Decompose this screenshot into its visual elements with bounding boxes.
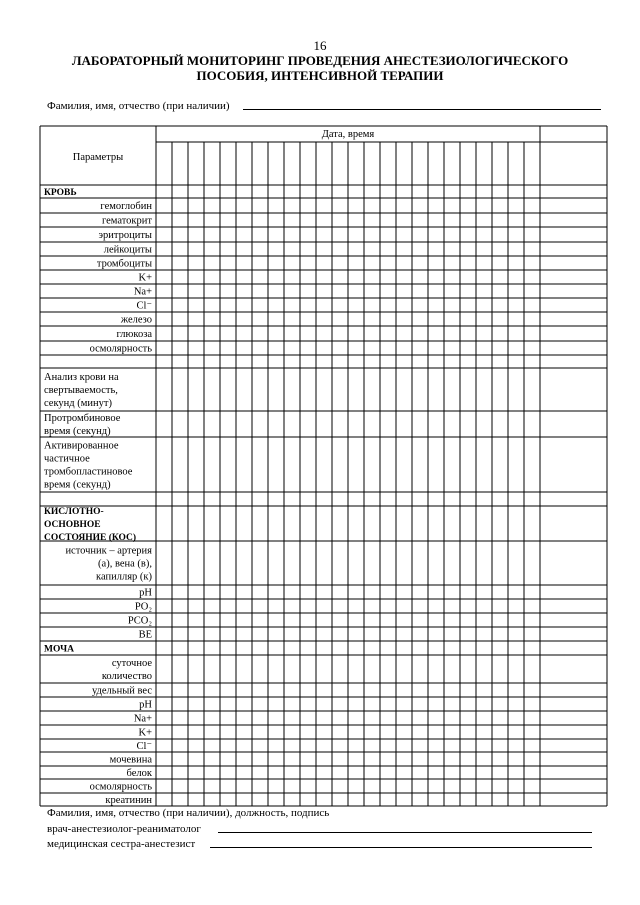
signature-label: Фамилия, имя, отчество (при наличии), должность, подпись — [47, 807, 330, 819]
param-label: Анализ крови на — [44, 372, 119, 383]
section-heading: СОСТОЯНИЕ (КОС) — [44, 533, 137, 543]
param-label: PCO₂ — [127, 615, 152, 627]
param-label: капилляр (к) — [96, 571, 152, 583]
param-label: время (секунд) — [44, 479, 111, 491]
param-label: тромбоциты — [96, 258, 152, 270]
nurse-label: медицинская сестра-анестезист — [47, 838, 196, 850]
param-label: K+ — [138, 727, 152, 739]
param-label: свертываемость, — [44, 385, 118, 396]
section-heading: КРОВЬ — [44, 188, 77, 198]
param-label: суточное — [111, 658, 152, 669]
param-label: эритроциты — [98, 230, 152, 241]
param-label: белок — [126, 768, 152, 779]
title-line-2: ПОСОБИЯ, ИНТЕНСИВНОЙ ТЕРАПИИ — [196, 68, 444, 83]
param-label: осмолярность — [89, 343, 152, 355]
param-label: PO₂ — [134, 601, 152, 613]
param-label: креатинин — [105, 795, 152, 806]
nurse-signature-field[interactable] — [210, 847, 592, 848]
param-label: удельный вес — [91, 685, 152, 697]
page-number: 16 — [313, 38, 327, 53]
param-label: гемоглобин — [100, 201, 152, 212]
param-label: осмолярность — [89, 781, 152, 793]
title-line-1: ЛАБОРАТОРНЫЙ МОНИТОРИНГ ПРОВЕДЕНИЯ АНЕСТЕЗИОЛОГИЧЕСКОГО — [71, 53, 569, 68]
param-label: секунд (минут) — [44, 398, 112, 409]
param-label: глюкоза — [116, 329, 152, 340]
param-label: мочевина — [109, 754, 152, 766]
param-label: Активированное — [44, 440, 119, 452]
param-label: гематокрит — [101, 215, 152, 227]
param-label: pH — [139, 587, 152, 599]
param-label: (а), вена (в), — [98, 558, 152, 570]
date-header: Дата, время — [321, 129, 375, 140]
anesthesiologist-label: врач-анестезиолог-реаниматолог — [47, 823, 201, 835]
anesthesiologist-signature-field[interactable] — [218, 832, 592, 833]
param-label: частичное — [44, 453, 90, 465]
param-label: Na+ — [133, 713, 152, 725]
section-heading: ОСНОВНОЕ — [44, 520, 101, 530]
param-label: количество — [101, 671, 152, 682]
param-label: Cl⁻ — [136, 741, 152, 752]
param-label: Cl⁻ — [136, 300, 152, 312]
section-heading: МОЧА — [44, 644, 74, 655]
param-label: источник – артерия — [65, 545, 152, 557]
param-label: BE — [138, 629, 152, 641]
param-label: лейкоциты — [103, 244, 152, 256]
param-label: железо — [120, 314, 152, 326]
param-label: тромбопластиновое — [44, 466, 133, 478]
param-label: время (секунд) — [44, 426, 111, 437]
param-label: Na+ — [133, 286, 152, 298]
params-header: Параметры — [72, 152, 124, 163]
param-label: K+ — [138, 272, 152, 284]
param-label: Протромбиновое — [44, 413, 121, 424]
param-label: pH — [139, 699, 152, 711]
patient-name-label: Фамилия, имя, отчество (при наличии) — [47, 100, 230, 112]
section-heading: КИСЛОТНО- — [44, 507, 104, 517]
